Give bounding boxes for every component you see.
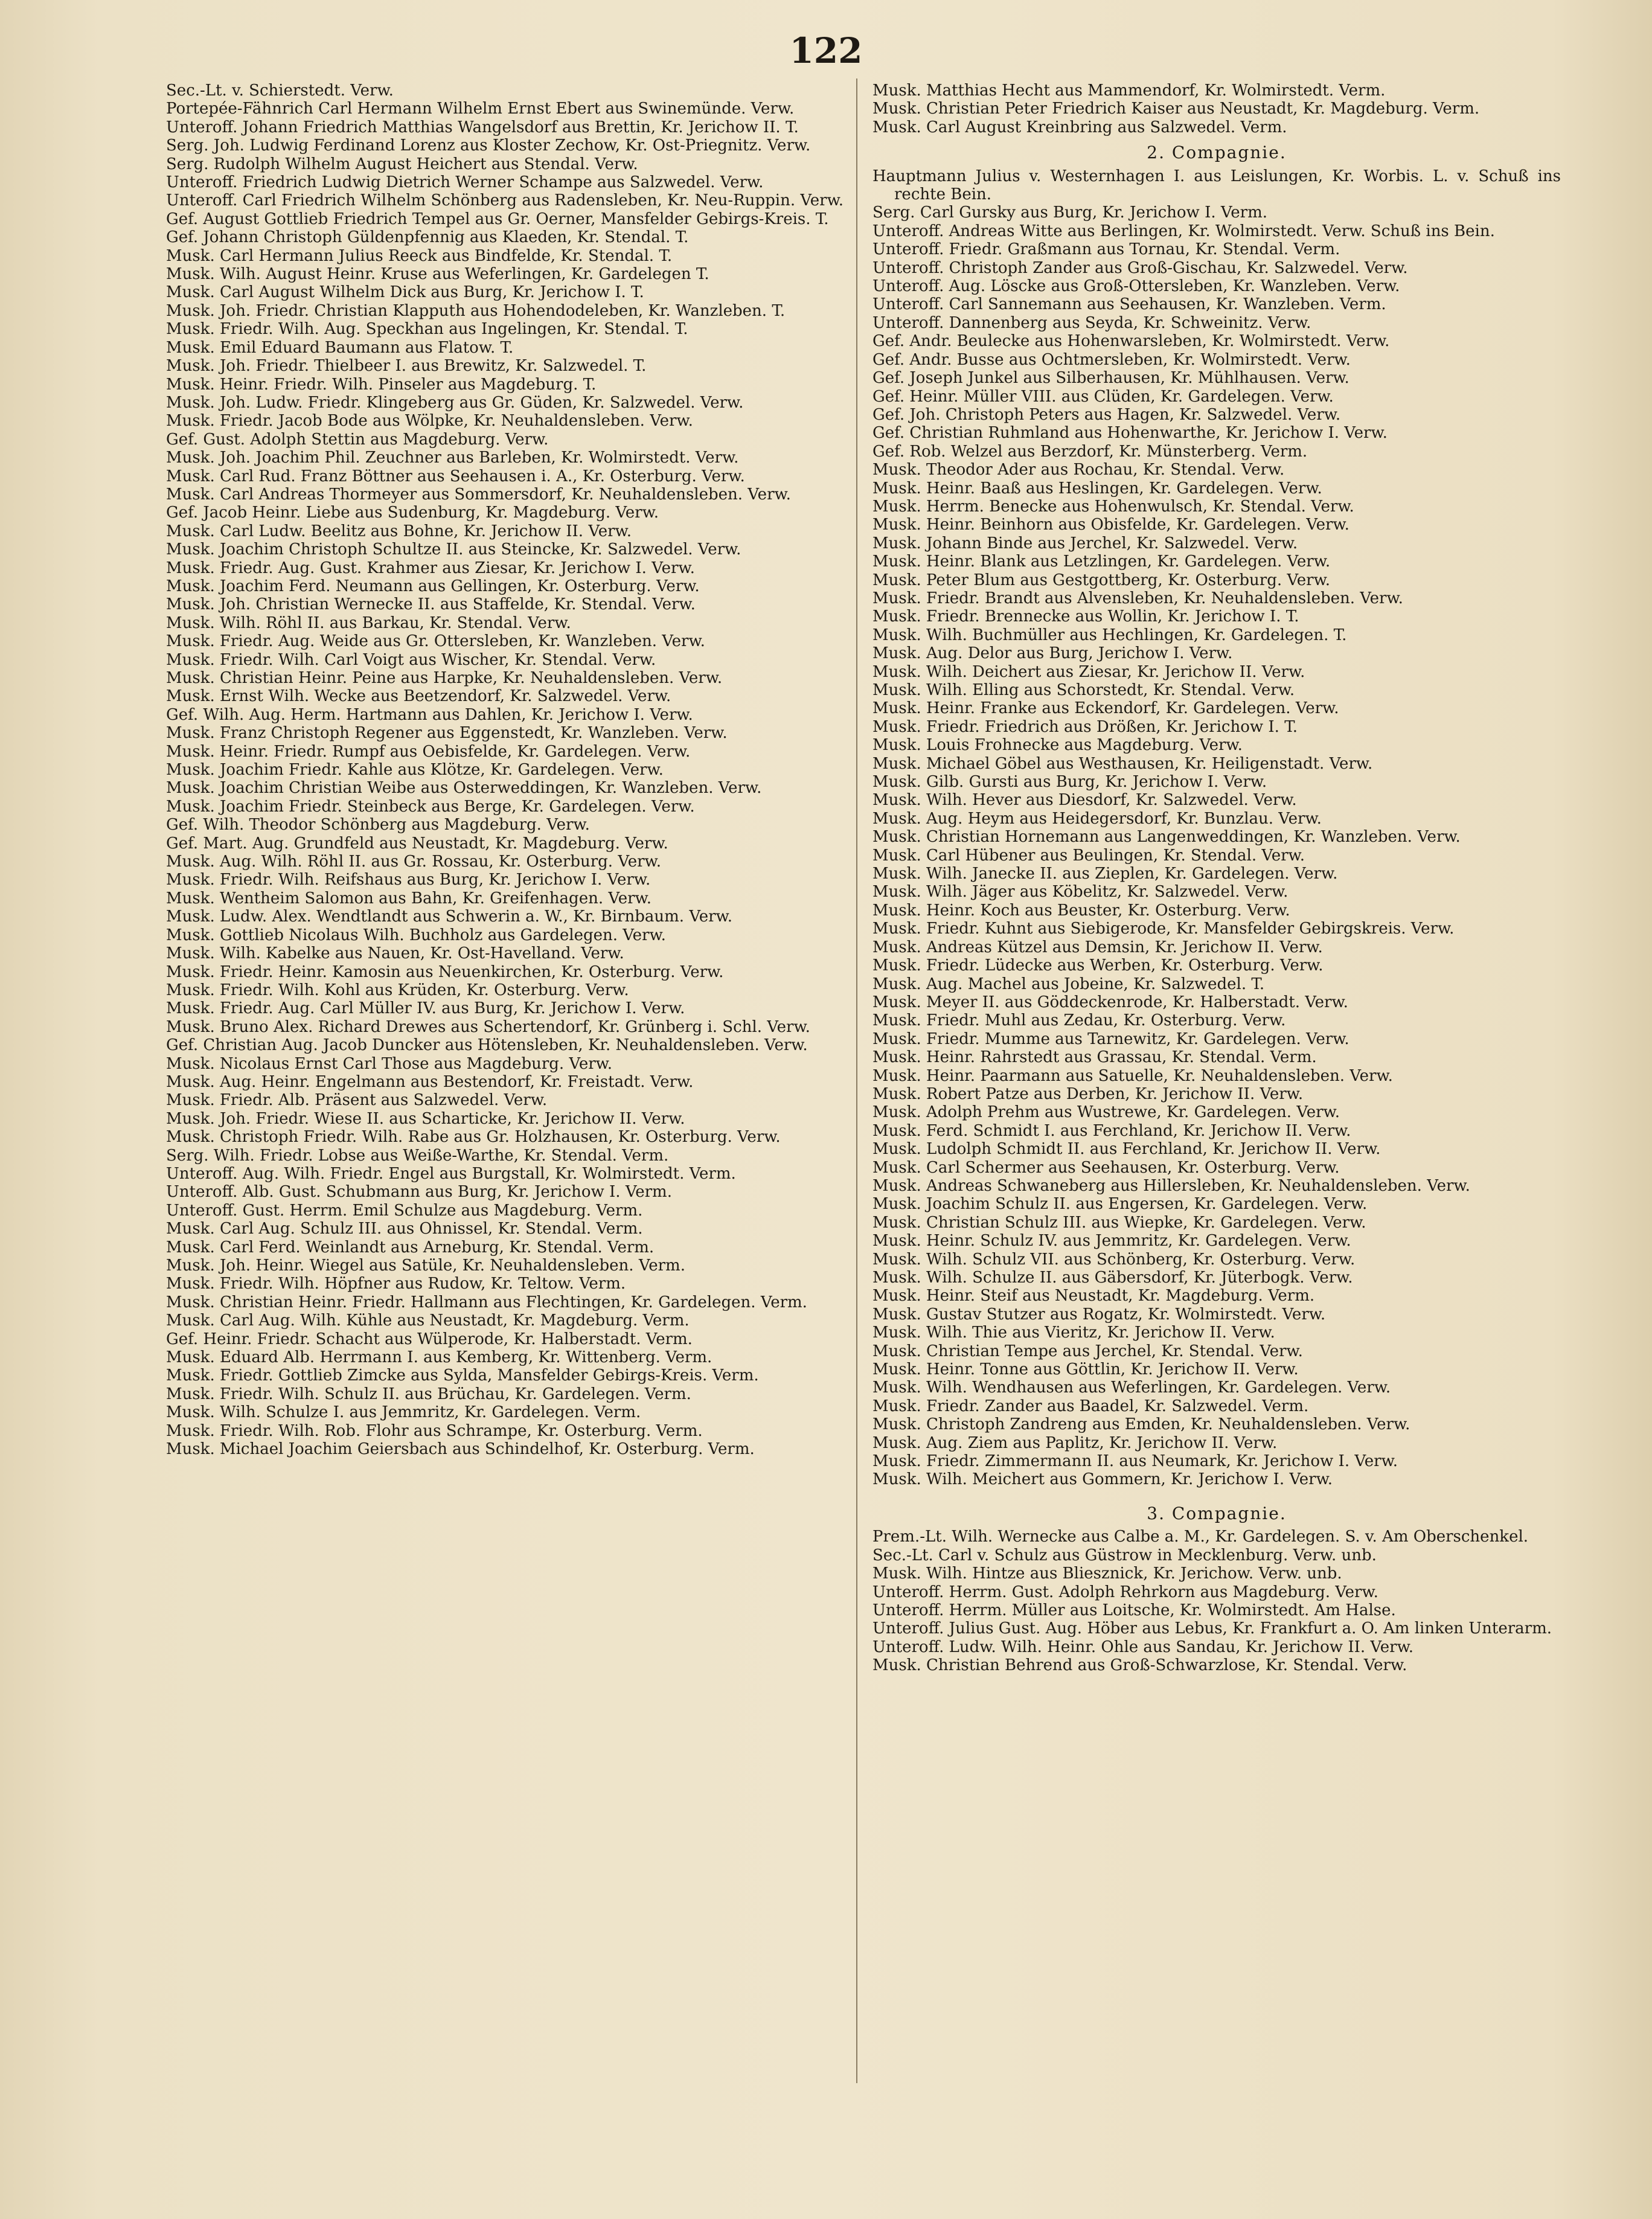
list-entry: Unteroff. Alb. Gust. Schubmann aus Burg, Kr. Jerichow I. Verm. xyxy=(166,1183,672,1202)
list-entry: Serg. Carl Gursky aus Burg, Kr. Jerichow I. Verm. xyxy=(872,203,1267,222)
list-entry: Musk. Friedr. Wilh. Reifshaus aus Burg, Kr. Jerichow I. Verw. xyxy=(166,871,651,889)
list-entry: Musk. Adolph Prehm aus Wustrewe, Kr. Gardelegen. Verw. xyxy=(872,1103,1340,1122)
list-entry: Musk. Christian Heinr. Peine aus Harpke, Kr. Neuhaldensleben. Verw. xyxy=(166,669,723,687)
list-entry: Musk. Christian Tempe aus Jerchel, Kr. Stendal. Verw. xyxy=(872,1342,1303,1360)
list-entry: Musk. Heinr. Blank aus Letzlingen, Kr. Gardelegen. Verw. xyxy=(872,552,1331,571)
list-entry: Musk. Joachim Friedr. Steinbeck aus Berge, Kr. Gardelegen. Verw. xyxy=(166,797,695,816)
list-entry: Unteroff. Gust. Herrm. Emil Schulze aus Magdeburg. Verm. xyxy=(166,1201,643,1220)
list-entry: Unteroff. Herrm. Gust. Adolph Rehrkorn aus Magdeburg. Verw. xyxy=(872,1583,1378,1601)
list-entry: Musk. Aug. Ziem aus Paplitz, Kr. Jerichow II. Verw. xyxy=(872,1433,1278,1452)
list-entry: Musk. Wilh. Kabelke aus Nauen, Kr. Ost-Havelland. Verw. xyxy=(166,944,624,963)
list-entry: Unteroff. Christoph Zander aus Groß-Gischau, Kr. Salzwedel. Verw. xyxy=(872,258,1408,277)
list-entry: Musk. Heinr. Franke aus Eckendorf, Kr. Gardelegen. Verw. xyxy=(872,699,1339,718)
list-entry: Musk. Wilh. Meichert aus Gommern, Kr. Jerichow I. Verw. xyxy=(872,1470,1333,1489)
list-entry: Musk. Friedr. Mumme aus Tarnewitz, Kr. Gardelegen. Verw. xyxy=(872,1029,1349,1048)
list-entry: Musk. Andreas Schwaneberg aus Hillersleben, Kr. Neuhaldensleben. Verw. xyxy=(872,1176,1470,1195)
list-entry: Musk. Aug. Machel aus Jobeine, Kr. Salzwedel. T. xyxy=(872,975,1265,993)
list-entry: Musk. Friedr. Brennecke aus Wollin, Kr. Jerichow I. T. xyxy=(872,607,1299,626)
list-entry: Musk. Aug. Heinr. Engelmann aus Bestendorf, Kr. Freistadt. Verw. xyxy=(166,1072,694,1091)
list-entry: Musk. Louis Frohnecke aus Magdeburg. Verw. xyxy=(872,736,1243,755)
list-entry: Musk. Joachim Christoph Schultze II. aus Steincke, Kr. Salzwedel. Verw. xyxy=(166,540,741,559)
list-entry: Gef. Joseph Junkel aus Silberhausen, Kr. Mühlhausen. Verw. xyxy=(872,369,1349,388)
list-entry: Musk. Heinr. Baaß aus Heslingen, Kr. Gardelegen. Verw. xyxy=(872,479,1322,498)
list-entry: Unteroff. Aug. Wilh. Friedr. Engel aus Burgstall, Kr. Wolmirstedt. Verm. xyxy=(166,1164,736,1183)
list-entry: Unteroff. Friedr. Graßmann aus Tornau, Kr. Stendal. Verm. xyxy=(872,240,1340,259)
list-entry: Musk. Christian Heinr. Friedr. Hallmann aus Flechtingen, Kr. Gardelegen. Verm. xyxy=(166,1293,807,1311)
list-entry: Musk. Carl August Wilhelm Dick aus Burg, Kr. Jerichow I. T. xyxy=(166,283,644,302)
list-entry: Musk. Carl August Kreinbring aus Salzwedel. Verm. xyxy=(872,118,1287,136)
list-entry: Gef. Andr. Beulecke aus Hohenwarsleben, Kr. Wolmirstedt. Verw. xyxy=(872,332,1390,351)
list-entry: Musk. Carl Aug. Schulz III. aus Ohnissel, Kr. Stendal. Verm. xyxy=(166,1220,643,1238)
list-entry: Unteroff. Julius Gust. Aug. Höber aus Lebus, Kr. Frankfurt a. O. Am linken Unterarm. xyxy=(872,1619,1552,1638)
list-entry: Musk. Friedr. Brandt aus Alvensleben, Kr. Neuhaldensleben. Verw. xyxy=(872,589,1403,607)
list-entry: Unteroff. Friedrich Ludwig Dietrich Werner Schampe aus Salzwedel. Verw. xyxy=(166,173,764,192)
list-entry: Musk. Carl Aug. Wilh. Kühle aus Neustadt, Kr. Magdeburg. Verm. xyxy=(166,1311,690,1330)
list-entry: Musk. Joh. Joachim Phil. Zeuchner aus Barleben, Kr. Wolmirstedt. Verw. xyxy=(166,449,739,467)
list-entry: Musk. Meyer II. aus Göddeckenrode, Kr. Halberstadt. Verw. xyxy=(872,993,1348,1011)
list-entry: Serg. Joh. Ludwig Ferdinand Lorenz aus Kloster Zechow, Kr. Ost-Priegnitz. Verw. xyxy=(166,136,811,155)
list-entry: Hauptmann Julius v. Westernhagen I. aus Leislungen, Kr. Worbis. L. v. Schuß ins rechte Bein. xyxy=(872,167,1561,204)
list-entry: Musk. Heinr. Friedr. Wilh. Pinseler aus Magdeburg. T. xyxy=(166,375,597,394)
list-entry: Gef. Jacob Heinr. Liebe aus Sudenburg, Kr. Magdeburg. Verw. xyxy=(166,504,659,522)
list-entry: Musk. Ernst Wilh. Wecke aus Beetzendorf, Kr. Salzwedel. Verw. xyxy=(166,687,671,706)
list-entry: Musk. Friedr. Wilh. Höpfner aus Rudow, Kr. Teltow. Verm. xyxy=(166,1275,626,1293)
list-entry: Unteroff. Ludw. Wilh. Heinr. Ohle aus Sandau, Kr. Jerichow II. Verw. xyxy=(872,1638,1414,1656)
left-column xyxy=(166,82,854,1458)
list-entry: Gef. Johann Christoph Güldenpfennig aus Klaeden, Kr. Stendal. T. xyxy=(166,228,689,247)
list-entry: Musk. Carl Hermann Julius Reeck aus Bindfelde, Kr. Stendal. T. xyxy=(166,246,673,265)
list-entry: Musk. Heinr. Paarmann aus Satuelle, Kr. Neuhaldensleben. Verw. xyxy=(872,1066,1393,1085)
list-entry: Musk. Matthias Hecht aus Mammendorf, Kr. Wolmirstedt. Verm. xyxy=(872,82,1386,100)
list-entry: Gef. Christian Aug. Jacob Duncker aus Hötensleben, Kr. Neuhaldensleben. Verw. xyxy=(166,1036,808,1055)
list-entry: Musk. Heinr. Schulz IV. aus Jemmritz, Kr. Gardelegen. Verw. xyxy=(872,1232,1351,1250)
list-entry: Gef. Gust. Adolph Stettin aus Magdeburg. Verw. xyxy=(166,430,549,449)
list-entry: Musk. Robert Patze aus Derben, Kr. Jerichow II. Verw. xyxy=(872,1084,1304,1103)
list-entry: Musk. Gottlieb Nicolaus Wilh. Buchholz aus Gardelegen. Verw. xyxy=(166,926,666,944)
right-column-top-entries xyxy=(872,82,1561,136)
list-entry: Musk. Wilh. Janecke II. aus Zieplen, Kr. Gardelegen. Verw. xyxy=(872,865,1338,883)
list-entry: Gef. Wilh. Aug. Herm. Hartmann aus Dahlen, Kr. Jerichow I. Verw. xyxy=(166,705,693,724)
list-entry: Musk. Wilh. Wendhausen aus Weferlingen, Kr. Gardelegen. Verw. xyxy=(872,1378,1391,1397)
list-entry: Musk. Friedr. Kuhnt aus Siebigerode, Kr. Mansfelder Gebirgskreis. Verw. xyxy=(872,920,1455,938)
list-entry: Musk. Carl Andreas Thormeyer aus Sommersdorf, Kr. Neuhaldensleben. Verw. xyxy=(166,485,791,504)
list-entry: Musk. Aug. Wilh. Röhl II. aus Gr. Rossau, Kr. Osterburg. Verw. xyxy=(166,853,661,871)
list-entry: Musk. Wilh. Schulze I. aus Jemmritz, Kr. Gardelegen. Verm. xyxy=(166,1403,641,1422)
list-entry: Gef. August Gottlieb Friedrich Tempel aus Gr. Oerner, Mansfelder Gebirgs-Kreis. T. xyxy=(166,210,829,228)
list-entry: Musk. Heinr. Tonne aus Göttlin, Kr. Jerichow II. Verw. xyxy=(872,1360,1299,1379)
list-entry: Musk. Wilh. Hintze aus Bliesznick, Kr. Jerichow. Verw. unb. xyxy=(872,1564,1342,1583)
list-entry: Musk. Wilh. August Heinr. Kruse aus Weferlingen, Kr. Gardelegen T. xyxy=(166,265,709,284)
list-entry: Musk. Wilh. Jäger aus Köbelitz, Kr. Salzwedel. Verw. xyxy=(872,883,1289,901)
list-entry: Musk. Michael Göbel aus Westhausen, Kr. Heiligenstadt. Verw. xyxy=(872,754,1373,773)
list-entry: Musk. Friedr. Wilh. Carl Voigt aus Wischer, Kr. Stendal. Verw. xyxy=(166,650,656,669)
list-entry: Musk. Friedr. Heinr. Kamosin aus Neuenkirchen, Kr. Osterburg. Verw. xyxy=(166,962,724,981)
list-entry: Prem.-Lt. Wilh. Wernecke aus Calbe a. M., Kr. Gardelegen. S. v. Am Oberschenkel. xyxy=(872,1528,1529,1546)
list-entry: Musk. Joh. Friedr. Wiese II. aus Scharticke, Kr. Jerichow II. Verw. xyxy=(166,1109,685,1128)
company-3-entries xyxy=(872,1528,1561,1674)
list-entry: Musk. Joh. Friedr. Christian Klapputh aus Hohendodeleben, Kr. Wanzleben. T. xyxy=(166,301,786,320)
spacer xyxy=(872,1489,1561,1497)
list-entry: Unteroff. Aug. Löscke aus Groß-Ottersleben, Kr. Wanzleben. Verw. xyxy=(872,277,1400,296)
list-entry: Musk. Carl Hübener aus Beulingen, Kr. Stendal. Verw. xyxy=(872,846,1305,865)
list-entry: Musk. Friedr. Friedrich aus Drößen, Kr. Jerichow I. T. xyxy=(872,717,1298,736)
list-entry: Musk. Friedr. Muhl aus Zedau, Kr. Osterburg. Verw. xyxy=(872,1011,1286,1030)
list-entry: Gef. Heinr. Friedr. Schacht aus Wülperode, Kr. Halberstadt. Verm. xyxy=(166,1330,693,1348)
list-entry: Musk. Friedr. Lüdecke aus Werben, Kr. Osterburg. Verw. xyxy=(872,956,1324,975)
list-entry: Musk. Nicolaus Ernst Carl Those aus Magdeburg. Verw. xyxy=(166,1054,613,1073)
right-column xyxy=(872,82,1561,1675)
list-entry: Portepée-Fähnrich Carl Hermann Wilhelm Ernst Ebert aus Swinemünde. Verw. xyxy=(166,100,795,118)
list-entry: Musk. Friedr. Zimmermann II. aus Neumark, Kr. Jerichow I. Verw. xyxy=(872,1452,1398,1471)
list-entry: Unteroff. Johann Friedrich Matthias Wangelsdorf aus Brettin, Kr. Jerichow II. T. xyxy=(166,118,799,136)
list-entry: Musk. Bruno Alex. Richard Drewes aus Schertendorf, Kr. Grünberg i. Schl. Verw. xyxy=(166,1017,810,1036)
list-entry: Musk. Friedr. Aug. Gust. Krahmer aus Ziesar, Kr. Jerichow I. Verw. xyxy=(166,559,695,577)
list-entry: Musk. Carl Schermer aus Seehausen, Kr. Osterburg. Verw. xyxy=(872,1158,1340,1177)
company-2-entries xyxy=(872,167,1561,1489)
list-entry: Gef. Andr. Busse aus Ochtmersleben, Kr. Wolmirstedt. Verw. xyxy=(872,350,1351,369)
list-entry: Musk. Wilh. Buchmüller aus Hechlingen, Kr. Gardelegen. T. xyxy=(872,626,1347,644)
list-entry: Musk. Wilh. Elling aus Schorstedt, Kr. Stendal. Verw. xyxy=(872,681,1295,699)
list-entry: Musk. Joh. Ludw. Friedr. Klingeberg aus Gr. Güden, Kr. Salzwedel. Verw. xyxy=(166,393,744,412)
list-entry: Musk. Franz Christoph Regener aus Eggenstedt, Kr. Wanzleben. Verw. xyxy=(166,724,728,743)
list-entry: Musk. Joachim Ferd. Neumann aus Gellingen, Kr. Osterburg. Verw. xyxy=(166,577,700,595)
list-entry: Gef. Joh. Christoph Peters aus Hagen, Kr. Salzwedel. Verw. xyxy=(872,405,1341,424)
list-entry: Musk. Carl Rud. Franz Böttner aus Seehausen i. A., Kr. Osterburg. Verw. xyxy=(166,467,745,485)
list-entry: Musk. Christian Hornemann aus Langenweddingen, Kr. Wanzleben. Verw. xyxy=(872,828,1461,847)
list-entry: Musk. Aug. Heym aus Heidegersdorf, Kr. Bunzlau. Verw. xyxy=(872,809,1322,828)
list-entry: Musk. Heinr. Koch aus Beuster, Kr. Osterburg. Verw. xyxy=(872,901,1290,920)
list-entry: Musk. Wilh. Röhl II. aus Barkau, Kr. Stendal. Verw. xyxy=(166,613,571,632)
list-entry: Gef. Heinr. Müller VIII. aus Clüden, Kr. Gardelegen. Verw. xyxy=(872,387,1334,406)
list-entry: Musk. Carl Ludw. Beelitz aus Bohne, Kr. Jerichow II. Verw. xyxy=(166,522,632,540)
list-entry: Musk. Heinr. Steif aus Neustadt, Kr. Magdeburg. Verm. xyxy=(872,1287,1315,1305)
list-entry: Musk. Andreas Kützel aus Demsin, Kr. Jerichow II. Verw. xyxy=(872,938,1323,956)
list-entry: Musk. Joh. Friedr. Thielbeer I. aus Brewitz, Kr. Salzwedel. T. xyxy=(166,357,647,376)
list-entry: Unteroff. Carl Sannemann aus Seehausen, Kr. Wanzleben. Verm. xyxy=(872,295,1386,314)
page-number: 122 xyxy=(789,30,863,71)
column-divider xyxy=(856,78,857,2083)
list-entry: Musk. Friedr. Aug. Carl Müller IV. aus Burg, Kr. Jerichow I. Verw. xyxy=(166,999,685,1018)
company-heading-2: 2. Compagnie. xyxy=(1147,142,1287,163)
list-entry: Sec.-Lt. Carl v. Schulz aus Güstrow in Mecklenburg. Verw. unb. xyxy=(872,1546,1377,1564)
list-entry: Musk. Wilh. Hever aus Diesdorf, Kr. Salzwedel. Verw. xyxy=(872,791,1297,810)
list-entry: Unteroff. Carl Friedrich Wilhelm Schönberg aus Radensleben, Kr. Neu-Ruppin. Verw. xyxy=(166,191,844,210)
list-entry: Musk. Wentheim Salomon aus Bahn, Kr. Greifenhagen. Verw. xyxy=(166,889,652,908)
list-entry: Musk. Joachim Friedr. Kahle aus Klötze, Kr. Gardelegen. Verw. xyxy=(166,761,664,780)
list-entry: Musk. Johann Binde aus Jerchel, Kr. Salzwedel. Verw. xyxy=(872,534,1298,552)
list-entry: Musk. Peter Blum aus Gestgottberg, Kr. Osterburg. Verw. xyxy=(872,571,1331,589)
list-entry: Serg. Rudolph Wilhelm August Heichert aus Stendal. Verw. xyxy=(166,155,638,173)
list-entry: Musk. Carl Ferd. Weinlandt aus Arneburg, Kr. Stendal. Verm. xyxy=(166,1238,655,1257)
list-entry: Musk. Aug. Delor aus Burg, Jerichow I. Verw. xyxy=(872,644,1233,663)
list-entry: Musk. Wilh. Schulz VII. aus Schönberg, Kr. Osterburg. Verw. xyxy=(872,1250,1356,1269)
list-entry: Musk. Wilh. Thie aus Vieritz, Kr. Jerichow II. Verw. xyxy=(872,1324,1275,1342)
list-entry: Serg. Wilh. Friedr. Lobse aus Weiße-Warthe, Kr. Stendal. Verm. xyxy=(166,1146,669,1165)
list-entry: Musk. Heinr. Friedr. Rumpf aus Oebisfelde, Kr. Gardelegen. Verw. xyxy=(166,742,691,761)
list-entry: Musk. Christian Peter Friedrich Kaiser aus Neustadt, Kr. Magdeburg. Verm. xyxy=(872,100,1480,118)
list-entry: Musk. Eduard Alb. Herrmann I. aus Kemberg, Kr. Wittenberg. Verm. xyxy=(166,1348,712,1367)
list-entry: Musk. Friedr. Aug. Weide aus Gr. Ottersleben, Kr. Wanzleben. Verw. xyxy=(166,632,705,651)
list-entry: Musk. Joachim Schulz II. aus Engersen, Kr. Gardelegen. Verw. xyxy=(872,1195,1368,1214)
list-entry: Gef. Rob. Welzel aus Berzdorf, Kr. Münsterberg. Verm. xyxy=(872,442,1308,461)
list-entry: Musk. Joh. Heinr. Wiegel aus Satüle, Kr. Neuhaldensleben. Verm. xyxy=(166,1257,685,1275)
list-entry: Musk. Friedr. Gottlieb Zimcke aus Sylda, Mansfelder Gebirgs-Kreis. Verm. xyxy=(166,1366,759,1385)
list-entry: Musk. Gilb. Gursti aus Burg, Kr. Jerichow I. Verw. xyxy=(872,773,1267,792)
list-entry: Musk. Wilh. Deichert aus Ziesar, Kr. Jerichow II. Verw. xyxy=(872,662,1305,681)
list-entry: Musk. Ludolph Schmidt II. aus Ferchland, Kr. Jerichow II. Verw. xyxy=(872,1140,1381,1159)
list-entry: Musk. Friedr. Jacob Bode aus Wölpke, Kr. Neuhaldensleben. Verw. xyxy=(166,412,693,431)
list-entry: Musk. Heinr. Beinhorn aus Obisfelde, Kr. Gardelegen. Verw. xyxy=(872,516,1349,534)
list-entry: Musk. Joh. Christian Wernecke II. aus Staffelde, Kr. Stendal. Verw. xyxy=(166,595,696,614)
list-entry: Musk. Friedr. Zander aus Baadel, Kr. Salzwedel. Verm. xyxy=(872,1397,1309,1415)
list-entry: Musk. Friedr. Alb. Präsent aus Salzwedel. Verw. xyxy=(166,1091,548,1110)
list-entry: Musk. Joachim Christian Weibe aus Osterweddingen, Kr. Wanzleben. Verw. xyxy=(166,779,762,798)
list-entry: Musk. Friedr. Wilh. Schulz II. aus Brüchau, Kr. Gardelegen. Verm. xyxy=(166,1385,691,1403)
list-entry: Musk. Friedr. Wilh. Kohl aus Krüden, Kr. Osterburg. Verw. xyxy=(166,981,629,999)
list-entry: Musk. Christian Schulz III. aus Wiepke, Kr. Gardelegen. Verw. xyxy=(872,1213,1366,1232)
list-entry: Gef. Christian Ruhmland aus Hohenwarthe, Kr. Jerichow I. Verw. xyxy=(872,424,1388,443)
list-entry: Musk. Christoph Friedr. Wilh. Rabe aus Gr. Holzhausen, Kr. Osterburg. Verw. xyxy=(166,1128,781,1147)
list-entry: Musk. Emil Eduard Baumann aus Flatow. T. xyxy=(166,338,514,357)
list-entry: Musk. Christoph Zandreng aus Emden, Kr. Neuhaldensleben. Verw. xyxy=(872,1415,1410,1434)
list-entry: Musk. Ludw. Alex. Wendtlandt aus Schwerin a. W., Kr. Birnbaum. Verw. xyxy=(166,908,732,926)
list-entry: Musk. Theodor Ader aus Rochau, Kr. Stendal. Verw. xyxy=(872,461,1285,479)
list-entry: Gef. Wilh. Theodor Schönberg aus Magdeburg. Verw. xyxy=(166,816,590,834)
list-entry: Unteroff. Herrm. Müller aus Loitsche, Kr. Wolmirstedt. Am Halse. xyxy=(872,1601,1396,1619)
list-entry: Musk. Friedr. Wilh. Rob. Flohr aus Schrampe, Kr. Osterburg. Verm. xyxy=(166,1421,703,1440)
list-entry: Gef. Mart. Aug. Grundfeld aus Neustadt, Kr. Magdeburg. Verw. xyxy=(166,834,668,853)
list-entry: Musk. Wilh. Schulze II. aus Gäbersdorf, Kr. Jüterbogk. Verw. xyxy=(872,1269,1353,1287)
list-entry: Musk. Herrm. Benecke aus Hohenwulsch, Kr. Stendal. Verw. xyxy=(872,497,1354,516)
company-heading-3: 3. Compagnie. xyxy=(1147,1503,1287,1523)
list-entry: Unteroff. Dannenberg aus Seyda, Kr. Schweinitz. Verw. xyxy=(872,313,1311,332)
list-entry: Musk. Heinr. Rahrstedt aus Grassau, Kr. Stendal. Verm. xyxy=(872,1048,1317,1067)
list-entry: Musk. Ferd. Schmidt I. aus Ferchland, Kr. Jerichow II. Verw. xyxy=(872,1121,1351,1140)
list-entry: Musk. Christian Behrend aus Groß-Schwarzlose, Kr. Stendal. Verw. xyxy=(872,1656,1407,1675)
list-entry: Musk. Michael Joachim Geiersbach aus Schindelhof, Kr. Osterburg. Verm. xyxy=(166,1440,755,1459)
list-entry: Sec.-Lt. v. Schierstedt. Verw. xyxy=(166,82,394,100)
list-entry: Musk. Friedr. Wilh. Aug. Speckhan aus Ingelingen, Kr. Stendal. T. xyxy=(166,320,688,339)
list-entry: Musk. Gustav Stutzer aus Rogatz, Kr. Wolmirstedt. Verw. xyxy=(872,1305,1326,1324)
list-entry: Unteroff. Andreas Witte aus Berlingen, Kr. Wolmirstedt. Verw. Schuß ins Bein. xyxy=(872,222,1495,240)
